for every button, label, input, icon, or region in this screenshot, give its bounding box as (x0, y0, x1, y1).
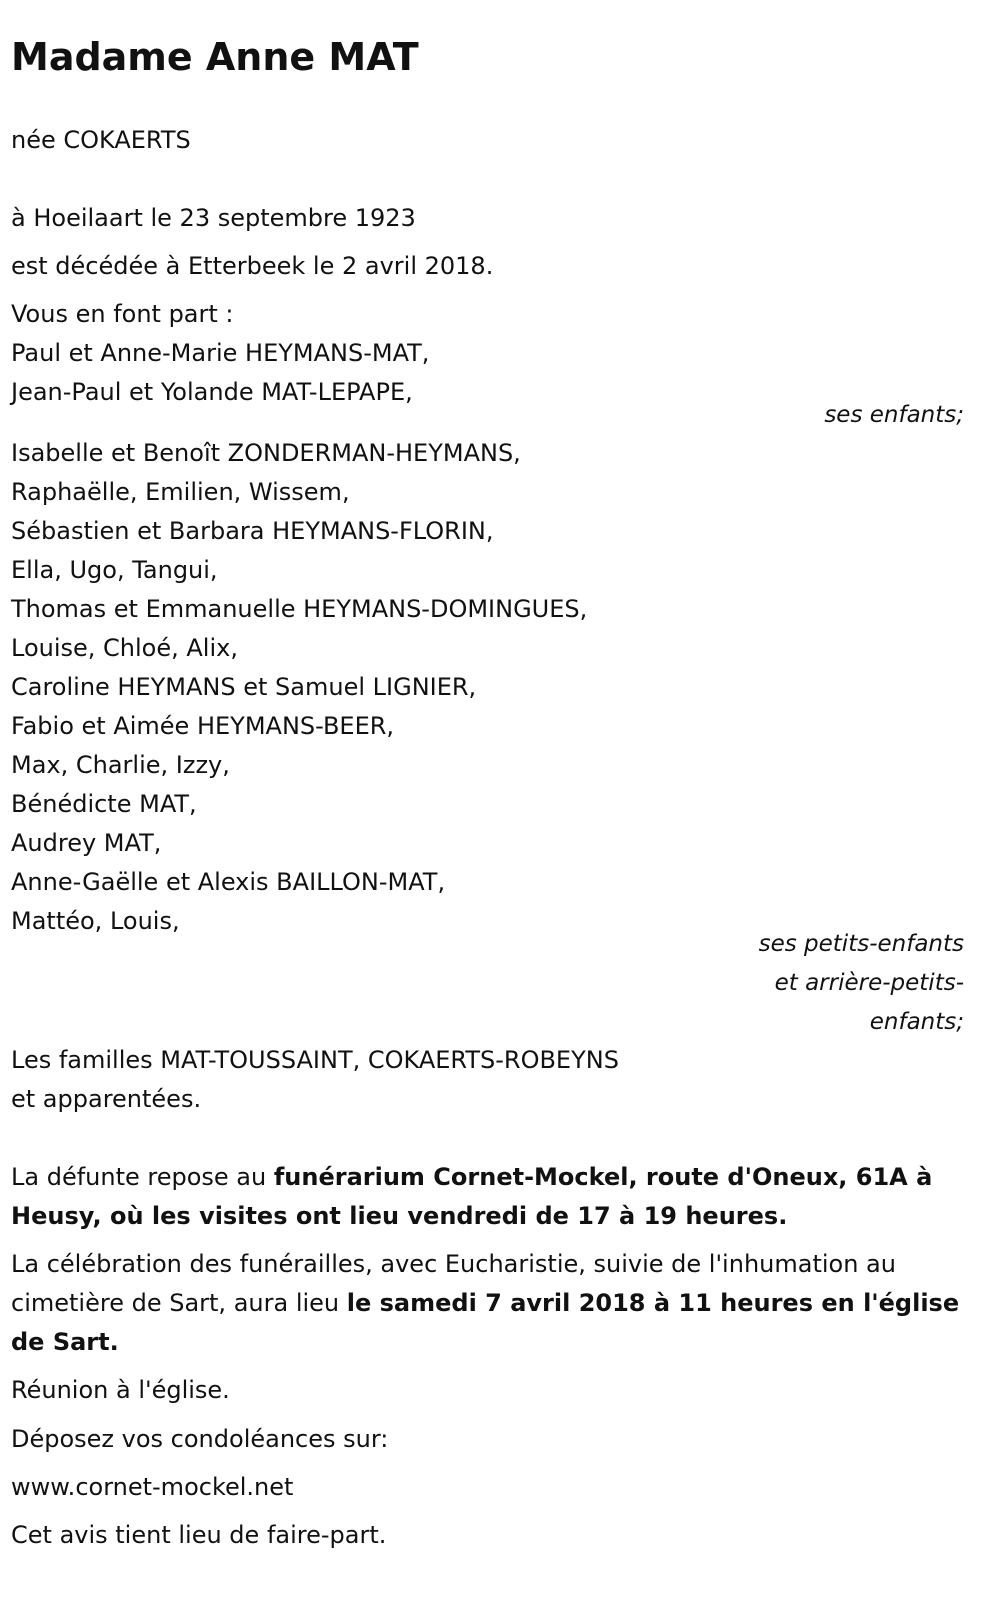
grandchild-line: Isabelle et Benoît ZONDERMAN-HEYMANS, (11, 439, 521, 467)
grandchild-line: Anne-Gaëlle et Alexis BAILLON-MAT, (11, 868, 446, 896)
grandchildren-label-line: ses petits-enfants (758, 931, 964, 957)
celebration-date: le samedi 7 avril 2018 à 11 heures en l'église (346, 1289, 960, 1317)
grandchild-line: Mattéo, Louis, (11, 907, 180, 935)
grandchild-line: Fabio et Aimée HEYMANS-BEER, (11, 712, 395, 740)
child-line: Paul et Anne-Marie HEYMANS-MAT, (11, 339, 430, 367)
families-line: et apparentées. (11, 1085, 202, 1113)
repose-line-2: Heusy, où les visites ont lieu vendredi de 17 à 19 heures. (11, 1202, 788, 1230)
grandchild-line: Raphaëlle, Emilien, Wissem, (11, 478, 350, 506)
grandchild-line: Caroline HEYMANS et Samuel LIGNIER, (11, 673, 477, 701)
celebration-line-1: La célébration des funérailles, avec Eucharistie, suivie de l'inhumation au (11, 1250, 896, 1278)
repose-text: La défunte repose au (11, 1163, 274, 1191)
celebration-text: cimetière de Sart, aura lieu (11, 1289, 347, 1317)
grandchild-line: Max, Charlie, Izzy, (11, 751, 230, 779)
grandchild-line: Sébastien et Barbara HEYMANS-FLORIN, (11, 517, 494, 545)
grandchildren-label-line: et arrière-petits- (774, 970, 964, 996)
website-line (11, 1472, 293, 1502)
repose-line-1 (11, 1162, 932, 1192)
closing-note: Cet avis tient lieu de faire-part. (11, 1521, 387, 1549)
page-title: Madame Anne MAT (11, 35, 419, 79)
grandchildren-label-line: enfants; (869, 1009, 964, 1035)
birth-info: à Hoeilaart le 23 septembre 1923 (11, 204, 416, 232)
child-line: Jean-Paul et Yolande MAT-LEPAPE, (11, 378, 413, 406)
grandchild-line: Audrey MAT, (11, 829, 162, 857)
maiden-name: née COKAERTS (11, 126, 191, 154)
website-link[interactable]: www.cornet-mockel.net (11, 1473, 294, 1501)
death-info: est décédée à Etterbeek le 2 avril 2018. (11, 252, 494, 280)
grandchild-line: Thomas et Emmanuelle HEYMANS-DOMINGUES, (11, 595, 588, 623)
celebration-line-2 (11, 1288, 959, 1318)
announcement-intro: Vous en font part : (11, 300, 234, 328)
grandchild-line: Ella, Ugo, Tangui, (11, 556, 218, 584)
families-line: Les familles MAT-TOUSSAINT, COKAERTS-ROBEYNS (11, 1046, 619, 1074)
repose-location: funérarium Cornet-Mockel, route d'Oneux, 61A à (273, 1163, 933, 1191)
children-label: ses enfants; (824, 402, 964, 428)
grandchild-line: Bénédicte MAT, (11, 790, 197, 818)
grandchild-line: Louise, Chloé, Alix, (11, 634, 238, 662)
condolences-prompt: Déposez vos condoléances sur: (11, 1425, 389, 1453)
reunion-info: Réunion à l'église. (11, 1376, 230, 1404)
celebration-line-3: de Sart. (11, 1328, 119, 1356)
